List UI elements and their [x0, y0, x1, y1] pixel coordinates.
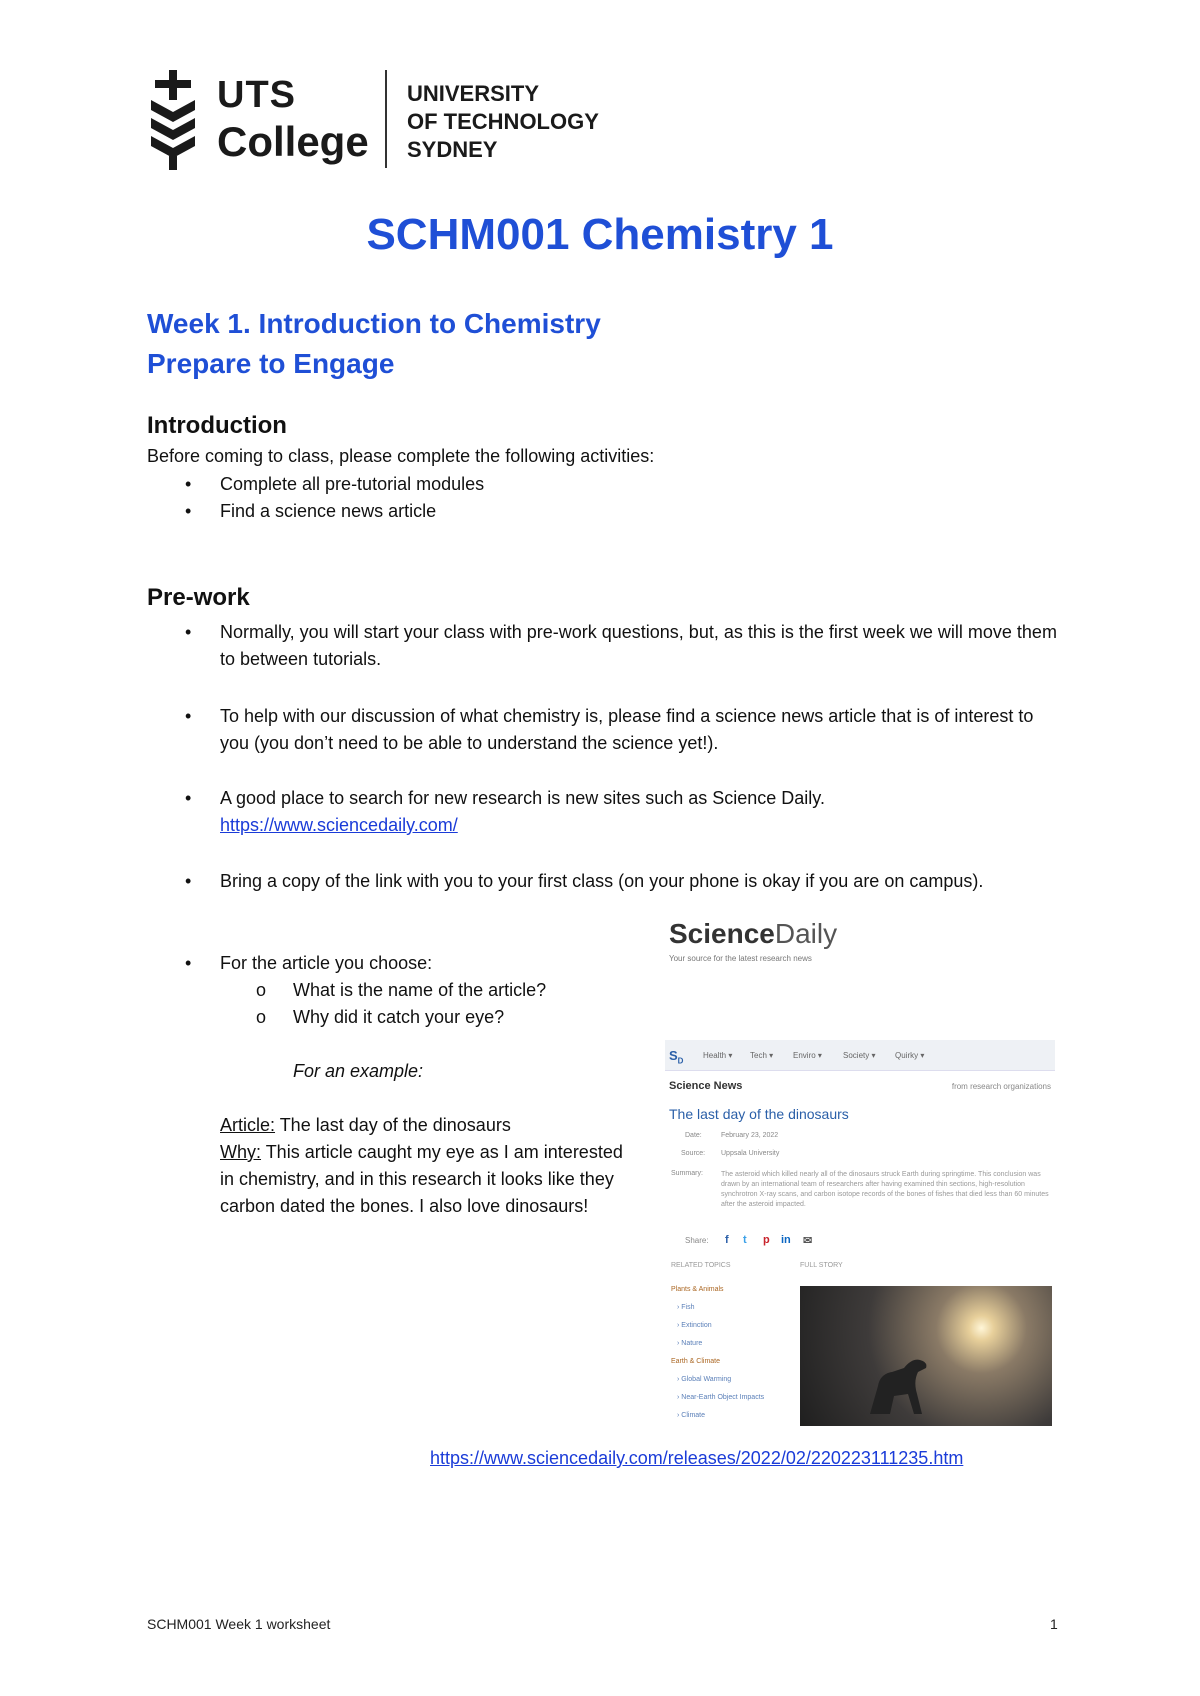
prework-list	[147, 703, 1057, 757]
sd-share-label: Share:	[685, 1236, 709, 1245]
logo-university-text: UNIVERSITY OF TECHNOLOGY SYDNEY	[407, 81, 599, 162]
sd-topic-item: › Nature	[677, 1340, 703, 1347]
introduction-text: Before coming to class, please complete the following activities:	[147, 446, 655, 466]
twitter-icon: t	[743, 1234, 747, 1246]
list-item: • A good place to search for new research is new sites such as Science Daily. https://www.sciencedaily.com/	[185, 788, 825, 835]
sd-summary-label: Summary:	[671, 1170, 703, 1177]
example-intro: For an example:	[293, 1061, 424, 1081]
facebook-icon: f	[725, 1234, 729, 1246]
logo-uts-text: UTS	[217, 74, 296, 116]
sd-summary: The asteroid which killed nearly all of the dinosaurs struck Earth during springtime. This conclusion was drawn by an international team of researchers after having examined thin sections, high-resolution synchrotron X-ray scans, and carbon isotope records of the bones of fishes that died less than 60 minutes after the asteroid impacted.	[721, 1171, 1049, 1208]
sub-list	[220, 977, 667, 1031]
email-icon: ✉	[803, 1235, 813, 1247]
nav-item: Tech ▾	[750, 1051, 774, 1060]
nav-item: Society ▾	[843, 1051, 876, 1060]
sd-section-title: Science News	[669, 1080, 743, 1092]
page-number: 1	[1050, 1616, 1058, 1632]
list-item: o What is the name of the article?	[256, 980, 547, 1000]
list-item: • To help with our discussion of what chemistry is, please find a science news article that is of interest to you (you don’t need to be able to understand the science yet!).	[185, 706, 1034, 753]
sciencedaily-screenshot	[665, 1040, 1055, 1430]
uts-college-logo	[147, 70, 607, 170]
list-item: • Normally, you will start your class with pre-work questions, but, as this is the first week we will move them to between tutorials.	[185, 622, 1057, 669]
list-item: o Why did it catch your eye?	[256, 1007, 505, 1027]
footer-text: SCHM001 Week 1 worksheet	[147, 1616, 331, 1632]
prepare-heading: Prepare to Engage	[147, 348, 395, 379]
sciencedaily-tagline: Your source for the latest research news	[669, 954, 812, 963]
sd-source-label: Source:	[681, 1150, 706, 1157]
list-item: • Bring a copy of the link with you to your first class (on your phone is okay if you are on campus).	[185, 871, 984, 891]
week-heading: Week 1. Introduction to Chemistry	[147, 308, 601, 339]
dinosaur-asteroid-image	[800, 1286, 1052, 1426]
prework-list	[147, 619, 1057, 673]
prework-heading: Pre-work	[147, 584, 250, 611]
sd-topic-item: › Near-Earth Object Impacts	[677, 1394, 765, 1401]
sd-topic-item: › Global Warming	[677, 1376, 732, 1383]
sd-from-text: from research organizations	[951, 1082, 1051, 1091]
sd-date: February 23, 2022	[721, 1132, 779, 1139]
linkedin-icon: in	[781, 1234, 791, 1246]
list-item: • Complete all pre-tutorial modules	[185, 474, 485, 494]
logo-college-text: College	[217, 118, 369, 165]
dinosaur-silhouette-icon	[860, 1346, 950, 1416]
example-article: Article: The last day of the dinosaurs Why: This article caught my eye as I am interested in chemistry, and in this research it looks like they carbon dated the bones. I also love dinosaurs!	[220, 1115, 623, 1216]
sd-headline: The last day of the dinosaurs	[669, 1106, 849, 1122]
introduction-heading: Introduction	[147, 412, 287, 439]
sd-topic: Earth & Climate	[671, 1358, 721, 1365]
prework-list	[147, 950, 667, 1031]
sd-nav-logo: $S_D$	[669, 1048, 684, 1066]
sciencedaily-logo: ScienceDaily	[669, 918, 838, 949]
uts-crest-icon	[147, 70, 199, 170]
sd-topic-item: › Fish	[677, 1304, 695, 1311]
sciencedaily-link[interactable]: https://www.sciencedaily.com/	[220, 815, 458, 835]
article-link[interactable]: https://www.sciencedaily.com/releases/2022/02/220223111235.htm	[430, 1448, 964, 1468]
sd-topic-item: › Extinction	[677, 1322, 712, 1329]
sciencedaily-screenshot-header	[665, 918, 1055, 978]
prework-list	[147, 785, 1057, 839]
sciencedaily-nav	[665, 1040, 1055, 1071]
page-title: SCHM001 Chemistry 1	[366, 210, 834, 259]
sd-date-label: Date:	[685, 1132, 702, 1139]
nav-item: Enviro ▾	[793, 1051, 822, 1060]
pinterest-icon: p	[763, 1234, 770, 1246]
introduction-list	[147, 471, 1047, 525]
list-item: • For the article you choose: o What is the name of the article? o Why did it catch your eye?	[147, 950, 667, 1031]
prework-list	[147, 868, 1057, 895]
sd-topic-item: › Climate	[677, 1412, 706, 1419]
logo-divider	[385, 70, 387, 168]
sd-full-story-label: FULL STORY	[800, 1262, 843, 1269]
list-item: • Find a science news article	[185, 501, 437, 521]
sd-related-topics-label: RELATED TOPICS	[671, 1262, 731, 1269]
sd-source: Uppsala University	[721, 1150, 780, 1157]
sd-topic: Plants & Animals	[671, 1286, 724, 1293]
nav-item: Health ▾	[703, 1051, 733, 1060]
nav-item: Quirky ▾	[895, 1051, 925, 1060]
